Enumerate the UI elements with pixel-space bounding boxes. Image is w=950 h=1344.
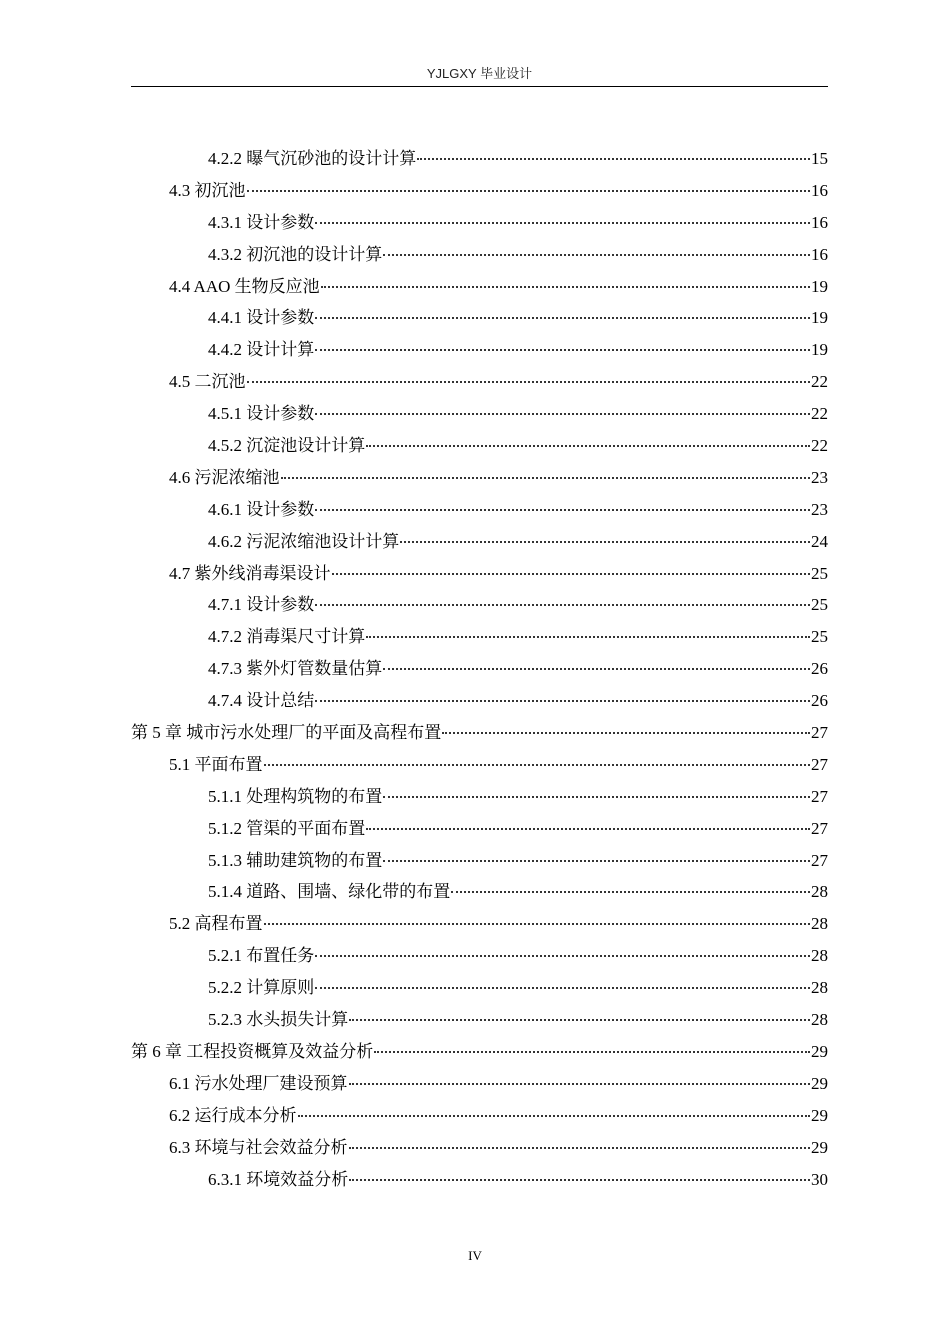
toc-entry[interactable]: [131, 399, 828, 431]
toc-entry[interactable]: [131, 654, 828, 686]
toc-entry-page: 29: [811, 1041, 828, 1061]
toc-entry-page: 28: [811, 978, 828, 998]
toc-entry-page: 19: [811, 340, 828, 360]
dot-leader: [451, 890, 810, 893]
dot-leader: [400, 540, 810, 543]
dot-leader: [349, 1178, 810, 1181]
toc-entry-title: 5.1 平面布置: [169, 754, 263, 774]
dot-leader: [315, 603, 810, 606]
dot-leader: [366, 444, 810, 447]
toc-entry[interactable]: [131, 559, 828, 591]
toc-entry-title: 4.3 初沉池: [169, 180, 246, 200]
toc-entry-title: 4.6.1 设计参数: [208, 499, 315, 519]
toc-entry[interactable]: [131, 750, 828, 782]
toc-entry-title: 6.1 污水处理厂建设预算: [169, 1073, 348, 1093]
dot-leader: [374, 1050, 810, 1053]
toc-entry-page: 24: [811, 531, 828, 551]
toc-entry-page: 25: [811, 595, 828, 615]
dot-leader: [315, 316, 810, 319]
toc-entry-page: 29: [811, 1137, 828, 1157]
toc-entry-page: 29: [811, 1073, 828, 1093]
dot-leader: [315, 986, 810, 989]
toc-entry[interactable]: [131, 240, 828, 272]
page-header: YJLGXY 毕业设计: [426, 66, 533, 81]
toc-entry[interactable]: [131, 718, 828, 750]
dot-leader: [315, 221, 810, 224]
toc-entry-page: 28: [811, 882, 828, 902]
toc-entry-page: 26: [811, 691, 828, 711]
toc-entry-page: 27: [811, 818, 828, 838]
dot-leader: [315, 412, 810, 415]
dot-leader: [349, 1146, 811, 1149]
toc-entry-page: 19: [811, 308, 828, 328]
toc-entry-title: 4.4.1 设计参数: [208, 308, 315, 328]
page-number: IV: [468, 1248, 482, 1263]
dot-leader: [247, 189, 811, 192]
toc-entry-page: 28: [811, 1010, 828, 1030]
toc-entry-title: 第 6 章 工程投资概算及效益分析: [131, 1041, 374, 1061]
dot-leader: [442, 731, 810, 734]
toc-entry[interactable]: [131, 208, 828, 240]
toc-entry-title: 6.3 环境与社会效益分析: [169, 1137, 348, 1157]
toc-entry-title: 6.3.1 环境效益分析: [208, 1169, 349, 1189]
dot-leader: [315, 699, 810, 702]
toc-entry-page: 16: [811, 180, 828, 200]
toc-entry[interactable]: [131, 941, 828, 973]
toc-entry-title: 5.1.4 道路、围墙、绿化带的布置: [208, 882, 451, 902]
toc-entry-title: 4.3.2 初沉池的设计计算: [208, 244, 383, 264]
dot-leader: [383, 859, 810, 862]
dot-leader: [315, 348, 810, 351]
toc-entry[interactable]: [131, 303, 828, 335]
dot-leader: [383, 253, 810, 256]
toc-entry-title: 4.6 污泥浓缩池: [169, 467, 280, 487]
toc-entry-page: 25: [811, 627, 828, 647]
toc-entry[interactable]: [131, 1005, 828, 1037]
toc-entry-page: 30: [811, 1169, 828, 1189]
toc-entry-title: 5.1.3 辅助建筑物的布置: [208, 850, 383, 870]
toc-entry-title: 4.7.2 消毒渠尺寸计算: [208, 627, 366, 647]
toc-entry-title: 4.4 AAO 生物反应池: [169, 276, 320, 296]
toc-entry-title: 5.2.3 水头损失计算: [208, 1010, 349, 1030]
dot-leader: [247, 380, 811, 383]
toc-entry-title: 4.7.3 紫外灯管数量估算: [208, 659, 383, 679]
toc-entry-title: 5.1.1 处理构筑物的布置: [208, 786, 383, 806]
toc-entry-page: 22: [811, 436, 828, 456]
toc-entry-page: 29: [811, 1105, 828, 1125]
dot-leader: [315, 508, 810, 511]
toc-entry[interactable]: [131, 814, 828, 846]
toc-entry[interactable]: [131, 590, 828, 622]
toc-entry-page: 27: [811, 786, 828, 806]
toc-entry-title: 4.7.1 设计参数: [208, 595, 315, 615]
toc-entry-page: 27: [811, 850, 828, 870]
toc-entry-page: 27: [811, 723, 828, 743]
dot-leader: [281, 476, 811, 479]
toc-entry[interactable]: [131, 431, 828, 463]
dot-leader: [366, 635, 810, 638]
toc-entry-title: 4.5.2 沉淀池设计计算: [208, 436, 366, 456]
toc-entry[interactable]: [131, 782, 828, 814]
toc-entry-title: 4.2.2 曝气沉砂池的设计计算: [208, 149, 417, 168]
dot-leader: [383, 667, 810, 670]
toc-entry[interactable]: [131, 909, 828, 941]
toc-entry-page: 22: [811, 372, 828, 392]
toc-entry-page: 28: [811, 914, 828, 934]
dot-leader: [298, 1114, 811, 1117]
toc-entry[interactable]: [131, 1037, 828, 1069]
toc-entry-page: 28: [811, 946, 828, 966]
toc-entry-title: 4.5.1 设计参数: [208, 404, 315, 424]
dot-leader: [332, 572, 811, 575]
toc-entry-title: 4.3.1 设计参数: [208, 212, 315, 232]
toc-entry[interactable]: [131, 1133, 828, 1165]
toc-entry[interactable]: [131, 463, 828, 495]
dot-leader: [264, 922, 811, 925]
dot-leader: [366, 827, 810, 830]
toc-entry-title: 4.6.2 污泥浓缩池设计计算: [208, 531, 400, 551]
toc-entry[interactable]: [131, 973, 828, 1005]
table-of-contents: [131, 144, 828, 1196]
toc-entry-title: 4.5 二沉池: [169, 372, 246, 392]
toc-entry-page: 19: [811, 276, 828, 296]
toc-entry-page: 26: [811, 659, 828, 679]
toc-entry-title: 5.1.2 管渠的平面布置: [208, 818, 366, 838]
toc-entry-page: 16: [811, 244, 828, 264]
toc-entry-page: 27: [811, 754, 828, 774]
toc-entry-title: 5.2.1 布置任务: [208, 946, 315, 966]
toc-entry-page: 25: [811, 563, 828, 583]
toc-entry-title: 4.4.2 设计计算: [208, 340, 315, 360]
dot-leader: [315, 954, 810, 957]
toc-entry[interactable]: [131, 1165, 828, 1197]
dot-leader: [417, 157, 810, 160]
toc-entry[interactable]: [131, 367, 828, 399]
toc-entry-page: 23: [811, 467, 828, 487]
toc-entry[interactable]: [131, 1069, 828, 1101]
header-divider: [131, 86, 828, 87]
toc-entry-page: 22: [811, 404, 828, 424]
toc-entry-title: 5.2 高程布置: [169, 914, 263, 934]
dot-leader: [264, 763, 811, 766]
dot-leader: [321, 285, 810, 288]
toc-entry[interactable]: [131, 527, 828, 559]
dot-leader: [383, 795, 810, 798]
toc-entry-title: 4.7 紫外线消毒渠设计: [169, 563, 331, 583]
toc-entry[interactable]: [131, 622, 828, 654]
dot-leader: [349, 1082, 811, 1085]
toc-entry[interactable]: [131, 176, 828, 208]
toc-entry-title: 第 5 章 城市污水处理厂的平面及高程布置: [131, 723, 442, 743]
toc-entry[interactable]: [131, 335, 828, 367]
toc-entry[interactable]: [131, 686, 828, 718]
toc-entry[interactable]: [131, 877, 828, 909]
dot-leader: [349, 1018, 810, 1021]
toc-entry-title: 4.7.4 设计总结: [208, 691, 315, 711]
toc-entry[interactable]: [131, 144, 828, 176]
toc-entry[interactable]: [131, 846, 828, 878]
toc-entry[interactable]: [131, 495, 828, 527]
toc-entry[interactable]: [131, 1101, 828, 1133]
toc-entry-page: 15: [811, 149, 828, 168]
toc-entry-page: 16: [811, 212, 828, 232]
toc-entry[interactable]: [131, 272, 828, 304]
toc-entry-title: 5.2.2 计算原则: [208, 978, 315, 998]
toc-entry-title: 6.2 运行成本分析: [169, 1105, 297, 1125]
toc-entry-page: 23: [811, 499, 828, 519]
